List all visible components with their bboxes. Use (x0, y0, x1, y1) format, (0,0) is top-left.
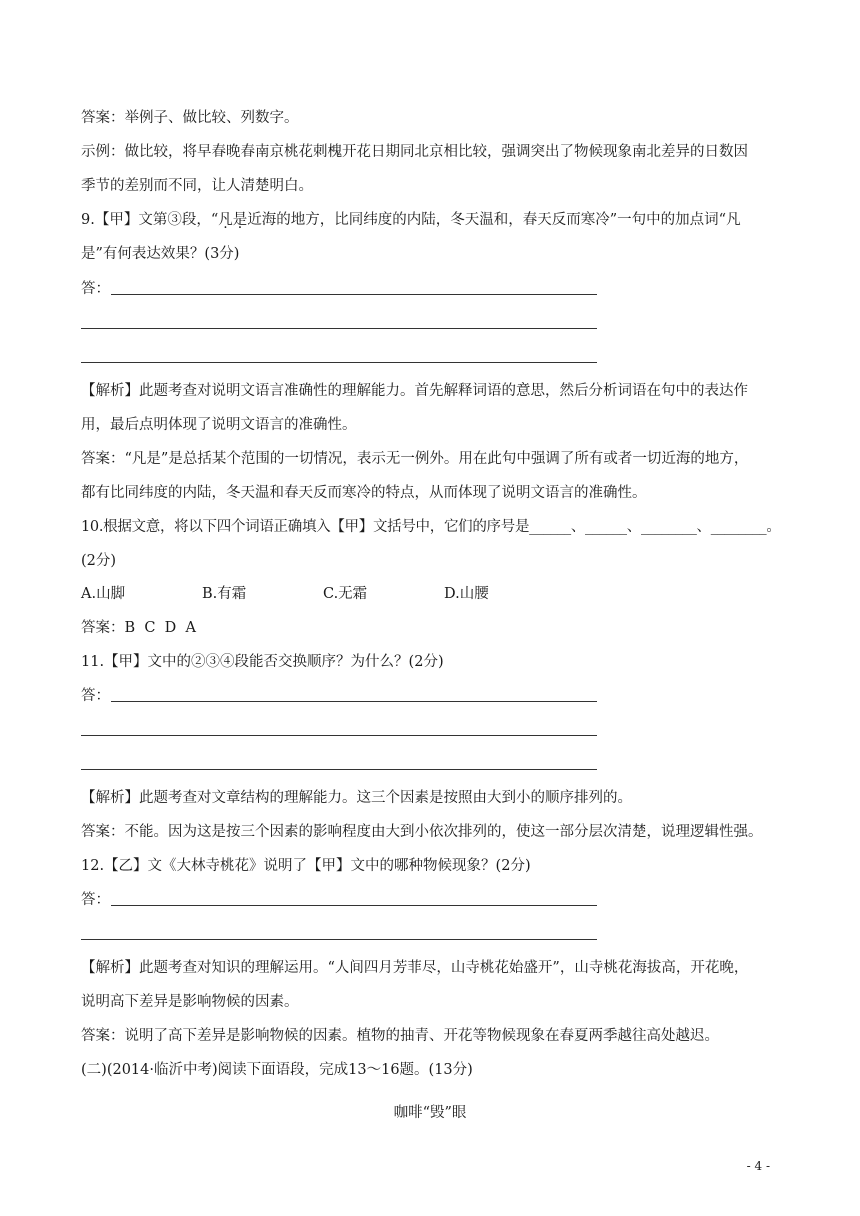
answer-line (111, 701, 597, 702)
option-d: D.山腰 (444, 586, 489, 602)
answer-text-cont: 都有比同纬度的内陆，冬天温和春天反而寒冷的特点，从而体现了说明文语言的准确性。 (81, 485, 647, 501)
answer-label: 答： (81, 281, 110, 297)
answer-text: 答案：说明了高下差异是影响物候的因素。植物的抽青、开花等物候现象在春夏两季越往高处越迟。 (81, 1028, 719, 1044)
answer-line (81, 735, 597, 736)
option-c: C.无霜 (323, 586, 368, 602)
answer-line (81, 328, 597, 329)
example-text: 示例：做比较，将早春晚春南京桃花刺槐开花日期同北京相比较，强调突出了物候现象南北差异的日数因 (81, 144, 748, 160)
example-text-cont: 季节的差别而不同，让人清楚明白。 (81, 178, 313, 194)
question-9-part: 9.【甲】文第③段，“ (81, 212, 219, 228)
question-9 (81, 210, 741, 230)
page-number: - 4 - (746, 1159, 770, 1173)
answer-text: 答案：“凡是”是总括某个范围的一切情况，表示无一例外。用在此句中强调了所有或者一切近海的地方， (81, 451, 749, 467)
option-b: B.有霜 (202, 586, 247, 602)
answer-label: 答： (81, 688, 110, 704)
question-12: 12.【乙】文《大林寺桃花》说明了【甲】文中的哪种物候现象？(2分) (81, 858, 531, 874)
option-a: A.山脚 (81, 586, 126, 602)
question-11: 11.【甲】文中的②③④段能否交换顺序？为什么？(2分) (81, 654, 444, 670)
answer-line (81, 769, 597, 770)
answer-line (81, 362, 597, 363)
question-9-cont: 是”有何表达效果？(3分) (81, 246, 240, 262)
dotted-char: 凡 (218, 212, 233, 228)
answer-line (111, 294, 597, 295)
analysis-text-cont: 用，最后点明体现了说明文语言的准确性。 (81, 417, 357, 433)
answer-line (81, 939, 597, 940)
question-10: 10.根据文意，将以下四个词语正确填入【甲】文括号中，它们的序号是______、______、________、________。 (81, 519, 781, 535)
analysis-text: 【解析】此题考查对知识的理解运用。“人间四月芳菲尽，山寺桃花始盛开”，山寺桃花海拔高，开花晚， (81, 960, 749, 976)
analysis-text: 【解析】此题考查对说明文语言准确性的理解能力。首先解释词语的意思，然后分析词语在句中的表达作 (81, 383, 748, 399)
question-10-score: (2分) (81, 553, 117, 569)
section-heading: (二)(2014·临沂中考)阅读下面语段，完成13～16题。(13分) (81, 1062, 473, 1078)
dotted-char: 是 (232, 212, 248, 228)
answer-text: 答案：B C D A (81, 620, 197, 636)
answer-text: 答案：不能。因为这是按三个因素的影响程度由大到小依次排列的，使这一部分层次清楚，说理逻辑性强。 (81, 824, 763, 840)
analysis-text: 【解析】此题考查对文章结构的理解能力。这三个因素是按照由大到小的顺序排列的。 (81, 790, 632, 806)
answer-label: 答： (81, 892, 110, 908)
question-9-part: 近海的地方，比同纬度的内陆，冬天温和，春天反而寒冷”一句中的加点词“凡 (247, 212, 741, 228)
answer-line (111, 905, 597, 906)
answer-text: 答案：举例子、做比较、列数字。 (81, 110, 299, 126)
analysis-text-cont: 说明高下差异是影响物候的因素。 (81, 994, 299, 1010)
article-title: 咖啡“毁”眼 (393, 1105, 467, 1121)
